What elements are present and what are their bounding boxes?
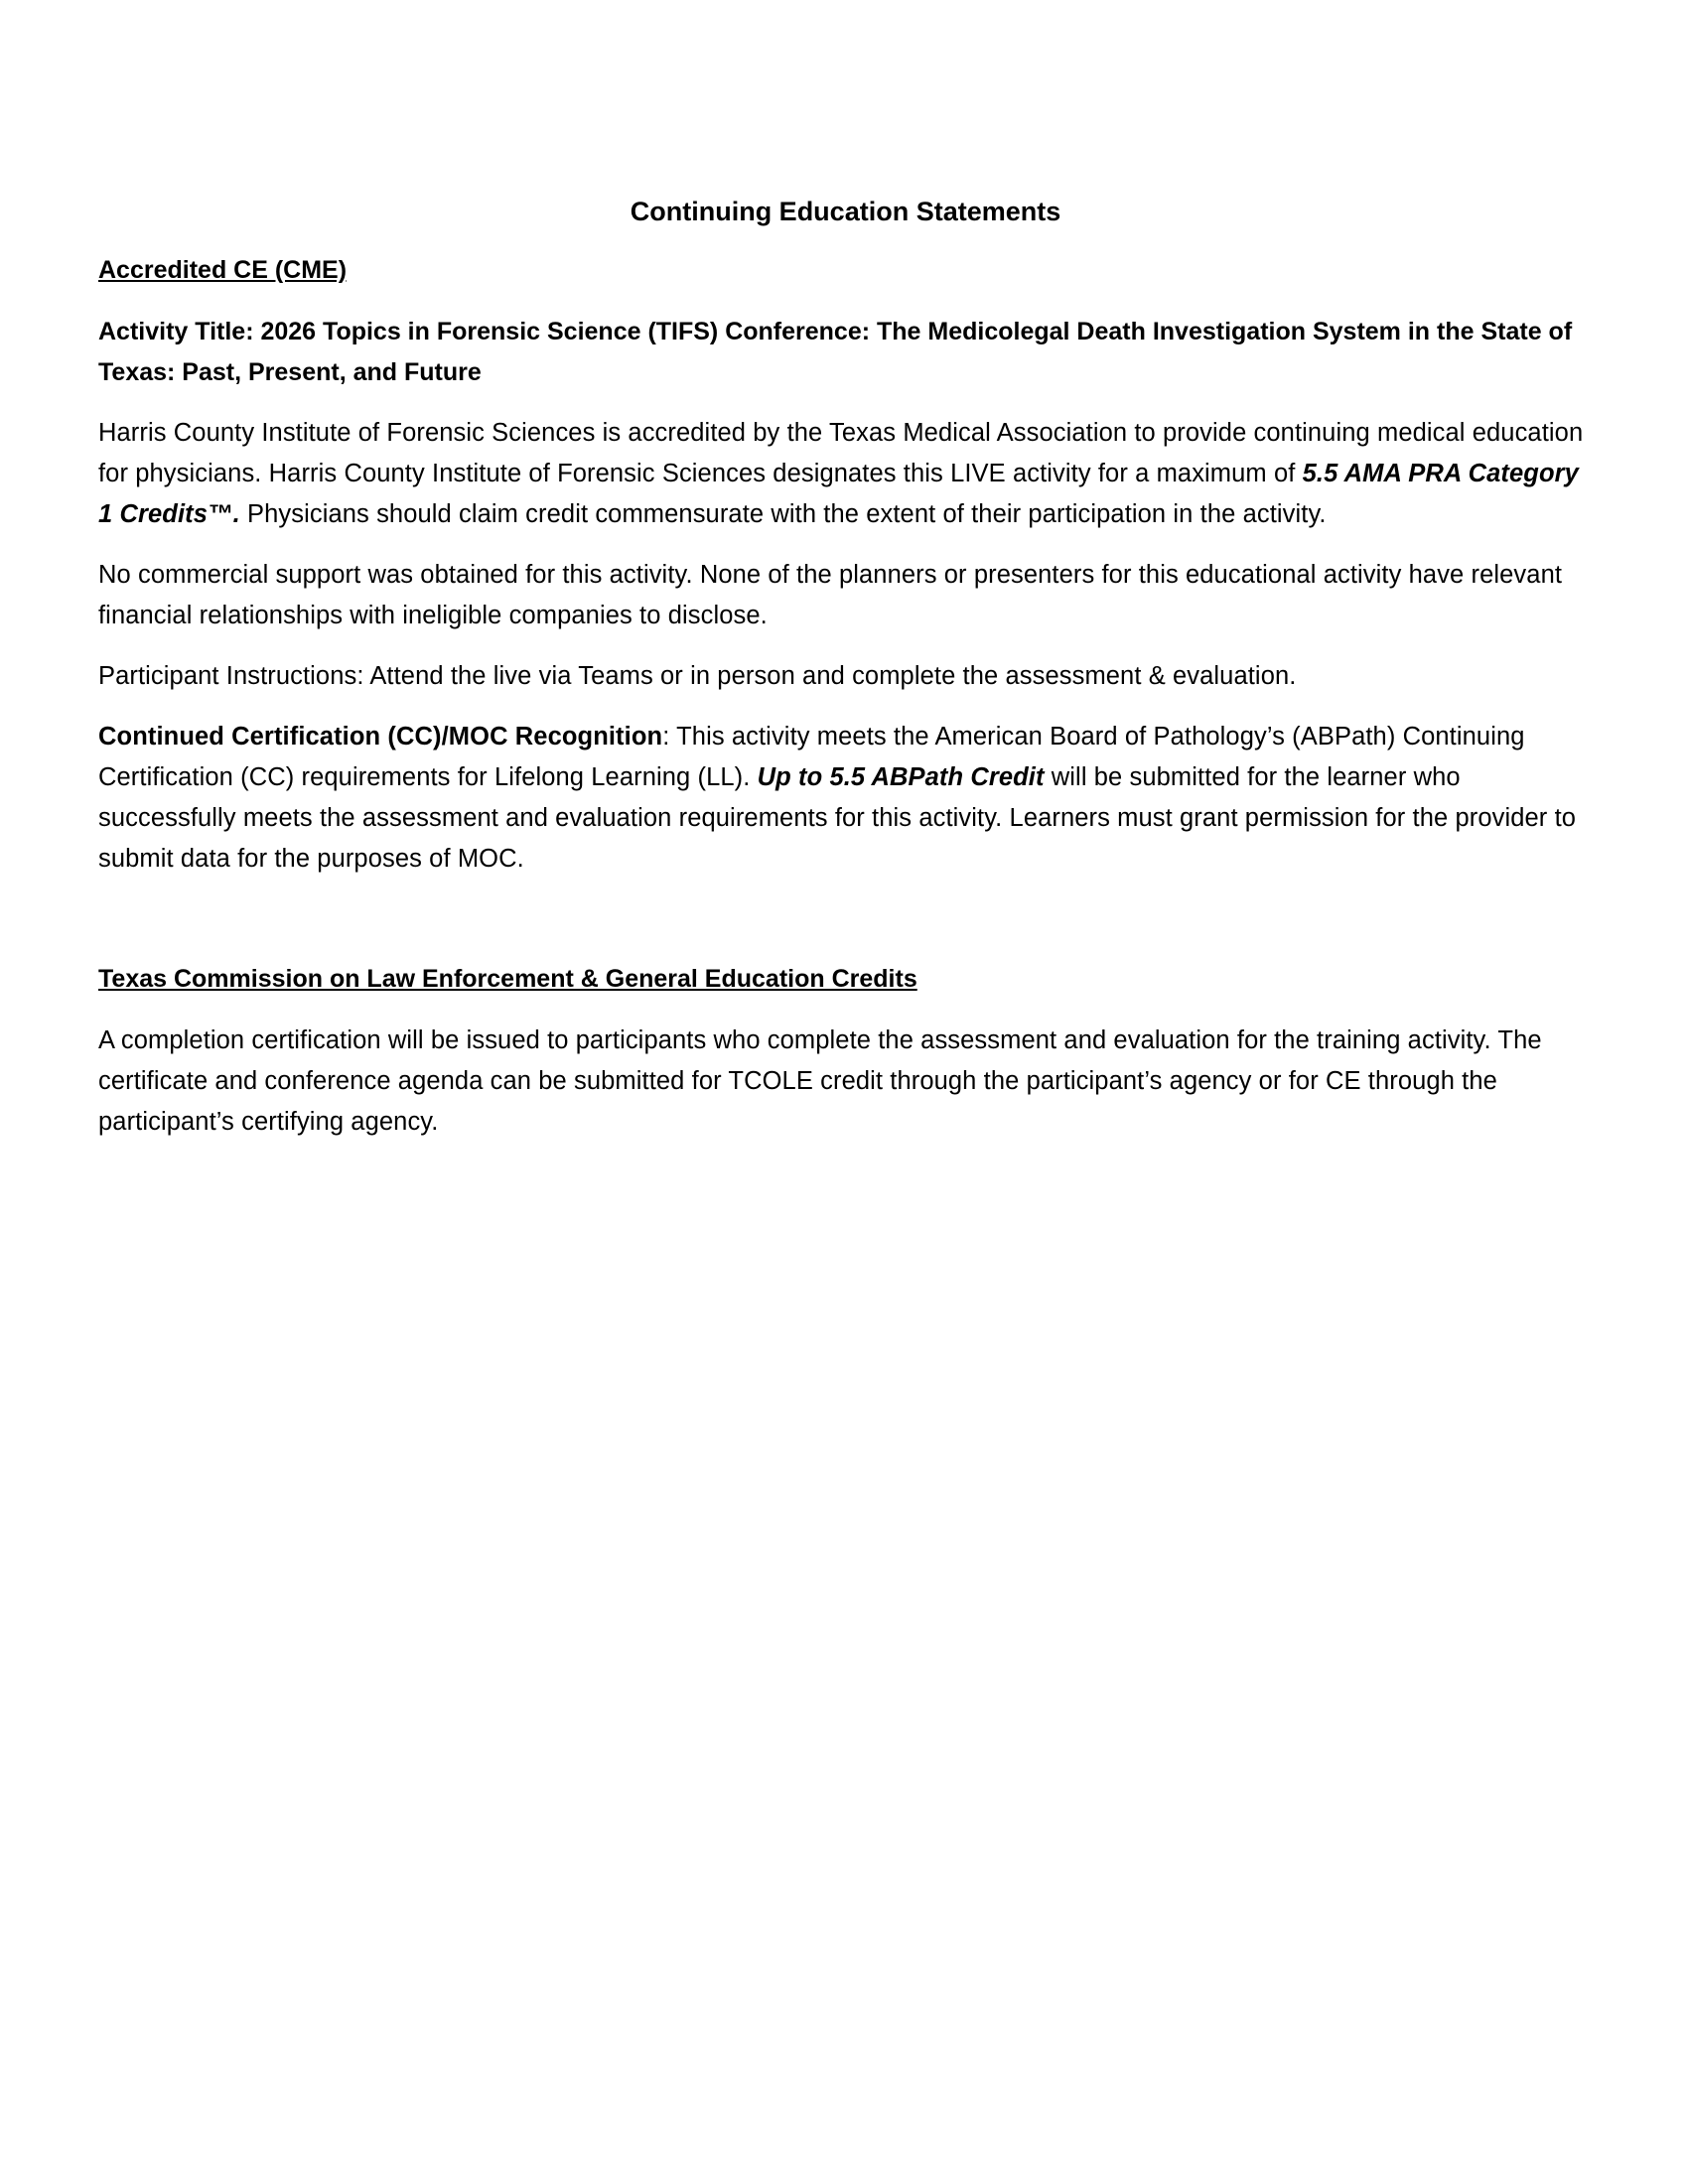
document-page bbox=[98, 195, 1593, 1162]
moc-text-2: will be submitted for the learner who successfully meets the assessment and evaluation requirements for this activity. Learners must grant permission for the provider to submit data for the purposes of MOC. bbox=[98, 763, 1577, 873]
accreditation-credits: 5.5 AMA PRA Category 1 Credits™. bbox=[98, 460, 1579, 528]
tcole-statement: A completion certification will be issued to participants who complete the assessment and evaluation for the training activity. The certificate and conference agenda can be submitted for TCOLE credit through the participant’s agency or for CE through the participant’s certifying agency. bbox=[98, 1026, 1542, 1136]
accreditation-text-2: Physicians should claim credit commensurate with the extent of their participation in the activity. bbox=[239, 500, 1327, 528]
activity-title: Activity Title: 2026 Topics in Forensic Science (TIFS) Conference: The Medicolegal Death Investigation System in the State of Texas: Past, Present, and Future bbox=[98, 318, 1573, 386]
moc-label: Continued Certification (CC)/MOC Recognition bbox=[98, 723, 663, 751]
accreditation-statement bbox=[98, 413, 1593, 535]
section-spacer bbox=[98, 899, 1593, 963]
moc-recognition-statement bbox=[98, 717, 1593, 880]
participant-instructions: Participant Instructions: Attend the live via Teams or in person and complete the assessment & evaluation. bbox=[98, 662, 1297, 690]
tcole-section-heading: Texas Commission on Law Enforcement & General Education Credits bbox=[98, 965, 917, 993]
document-title: Continuing Education Statements bbox=[630, 197, 1061, 226]
moc-credit: Up to 5.5 ABPath Credit bbox=[757, 763, 1045, 791]
moc-text-1: : This activity meets the American Board of Pathology’s (ABPath) Continuing Certification (CC) requirements for Lifelong Learning (LL). bbox=[98, 723, 1525, 791]
commercial-support-statement: No commercial support was obtained for this activity. None of the planners or presenters for this educational activity have relevant financial relationships with ineligible companies to disclose. bbox=[98, 561, 1563, 629]
cme-section-heading: Accredited CE (CME) bbox=[98, 256, 348, 284]
accreditation-text-1: Harris County Institute of Forensic Sciences is accredited by the Texas Medical Association to provide continuing medical education for physicians. Harris County Institute of Forensic Sciences designates this LIVE activity for a maximum of bbox=[98, 419, 1584, 487]
